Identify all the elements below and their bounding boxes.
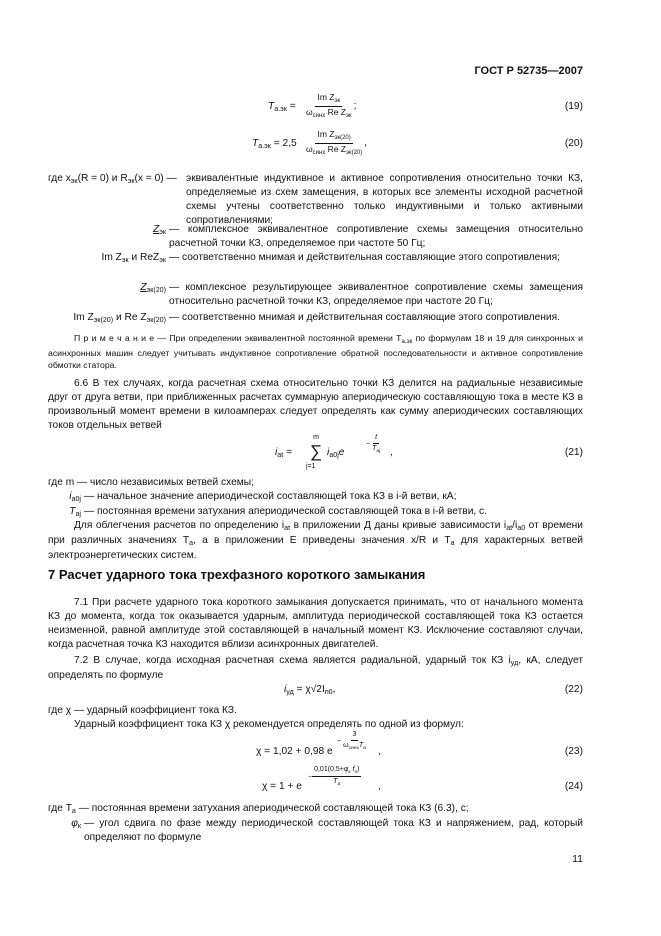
- definition-phi: $\varphi_к$ — угол сдвига по фазе между периодической составляющей тока КЗ и напряжением, рад, который определяют по формуле: [71, 818, 583, 844]
- note: П р и м е ч а н и е — При определении эквивалентной постоянной времени $T_{а.эк}$ по формулам 18 и 19 для синхронных и асинхронных машин следует учитывать индуктивное сопротивление обратной последовательности и активное сопротивление обмотки статора.: [48, 333, 583, 371]
- formula-22: $i_{уд} = \chi√2I_{п0}$, (22): [284, 684, 583, 696]
- definition-xek-rek: где $x_{эк}(R = 0)$ и $R_{эк}(x = 0)$ — эквивалентные индуктивное и активное сопротивления относительно точки КЗ, определяемые из схем замещения, в которых все элементы исходной расчетной схемы учтены соответственно только индуктивными и только активными сопротивлениями;: [48, 173, 583, 227]
- chi-intro: Ударный коэффициент тока КЗ χ рекомендуется определять по одной из формул:: [74, 719, 464, 730]
- paragraph-7-1: 7.1 При расчете ударного тока короткого замыкания допускается принимать, что от начального момента КЗ до момента, когда ток оказывается ударным, амплитуда периодической составляющей тока КЗ остается неизменной, равной амплитуде этой составляющей в начальный момент КЗ. Исключение составляют случаи, когда расчетная точка КЗ находится вблизи асинхронных двигателей.: [48, 597, 583, 651]
- page-number: 11: [572, 852, 583, 865]
- formula-21: $i_{at}$ = m ∑ j=1 $i_{a0j}e$ − $\frac{t}{T_{aj}}$ , (21): [275, 434, 583, 470]
- paragraph-6-6: 6.6 В тех случаях, когда расчетная схема относительно точки КЗ делится на радиальные независимые друг от друга ветви, при приближенных расчетах суммарную апериодическую составляющую тока в месте КЗ в произвольный момент времени в килоамперах следует определять как сумму апериодических составляющих токов отдельных ветвей: [48, 378, 583, 432]
- definition-chi: где χ — ударный коэффициент тока КЗ.: [48, 705, 237, 716]
- paragraph-7-2: 7.2 В случае, когда исходная расчетная схема является радиальной, ударный ток КЗ $i_{уд}$, кА, следует определять по формуле: [48, 655, 583, 681]
- fraction: $\frac{Im Z_{эк}}{\omega_{синх} Re Z_{эк}}$: [306, 92, 352, 119]
- equation-number: (21): [564, 447, 583, 458]
- fraction: $\frac{Im Z_{эк(20)}}{\omega_{синх} Re Z_{эк(20)}}$: [306, 129, 363, 156]
- formula-19: $T_{а.эк}$ = $\frac{Im Z_{эк}}{\omega_{синх} Re Z_{эк}}$ ; (19): [268, 92, 583, 119]
- section-7-title: 7 Расчет ударного тока трехфазного короткого замыкания: [48, 567, 426, 582]
- definition-zek: $Z_{эк}$ — комплексное эквивалентное сопротивление схемы замещения относительно расчетной точки КЗ, определяемое при частоте 50 Гц;: [153, 224, 583, 250]
- formula-23: χ = 1,02 + 0,98 e − $\frac{3}{\omega_{синх}T_а}$ , (23): [0, 733, 661, 767]
- formula-24: χ = 1 + e − $\frac{0,01(0,5+\varphi_к f_п)}{T_а}$ , (24): [0, 768, 661, 802]
- definition-ta: где $T_а$ — постоянная времени затухания апериодической составляющей тока КЗ (6.3), с;: [48, 803, 469, 815]
- equation-number: (20): [564, 138, 583, 149]
- definition-ia0j: $i_{a0j}$ — начальное значение апериодической составляющей тока КЗ в i-й ветви, кА;: [69, 491, 457, 503]
- equation-number: (19): [564, 101, 583, 112]
- standard-header: ГОСТ Р 52735—2007: [474, 65, 583, 77]
- sum-symbol: ∑: [310, 442, 323, 461]
- definition-im-re-zek: Im $Z_{эк}$ и ReZ$_{эк}$ — соответственно мнимая и действительная составляющие этого сопротивления;: [101, 252, 560, 264]
- definition-taj: $T_{aj}$ — постоянная времени затухания апериодической составляющей тока в i-й ветви, с.: [69, 506, 487, 518]
- equation-number: (23): [564, 746, 583, 757]
- equation-number: (22): [564, 684, 583, 695]
- definition-m: где m — число независимых ветвей схемы;: [48, 477, 254, 488]
- paragraph-appendix: Для облегчения расчетов по определению $i_{at}$ в приложении Д даны кривые зависимости $i_{at}/i_{a0}$ от времени при различных значениях $T_a$, а в приложении Е приведены значения x/R и $T_а$ для характерных ветвей электроэнергетических систем.: [48, 520, 583, 561]
- formula-20: $T_{а.эк} = 2,5$ $\frac{Im Z_{эк(20)}}{\omega_{синх} Re Z_{эк(20)}}$ , (20): [252, 129, 583, 156]
- definition-zek20: $Z_{эк(20)}$ — комплексное результирующее эквивалентное сопротивление схемы замещения относительно расчетной точки КЗ, определяемое при частоте 20 Гц;: [140, 282, 583, 308]
- equation-number: (24): [564, 781, 583, 792]
- definition-im-re-zek20: Im $Z_{эк(20)}$ и Re $Z_{эк(20)}$ — соответственно мнимая и действительная составляющие этого сопротивления.: [73, 312, 560, 324]
